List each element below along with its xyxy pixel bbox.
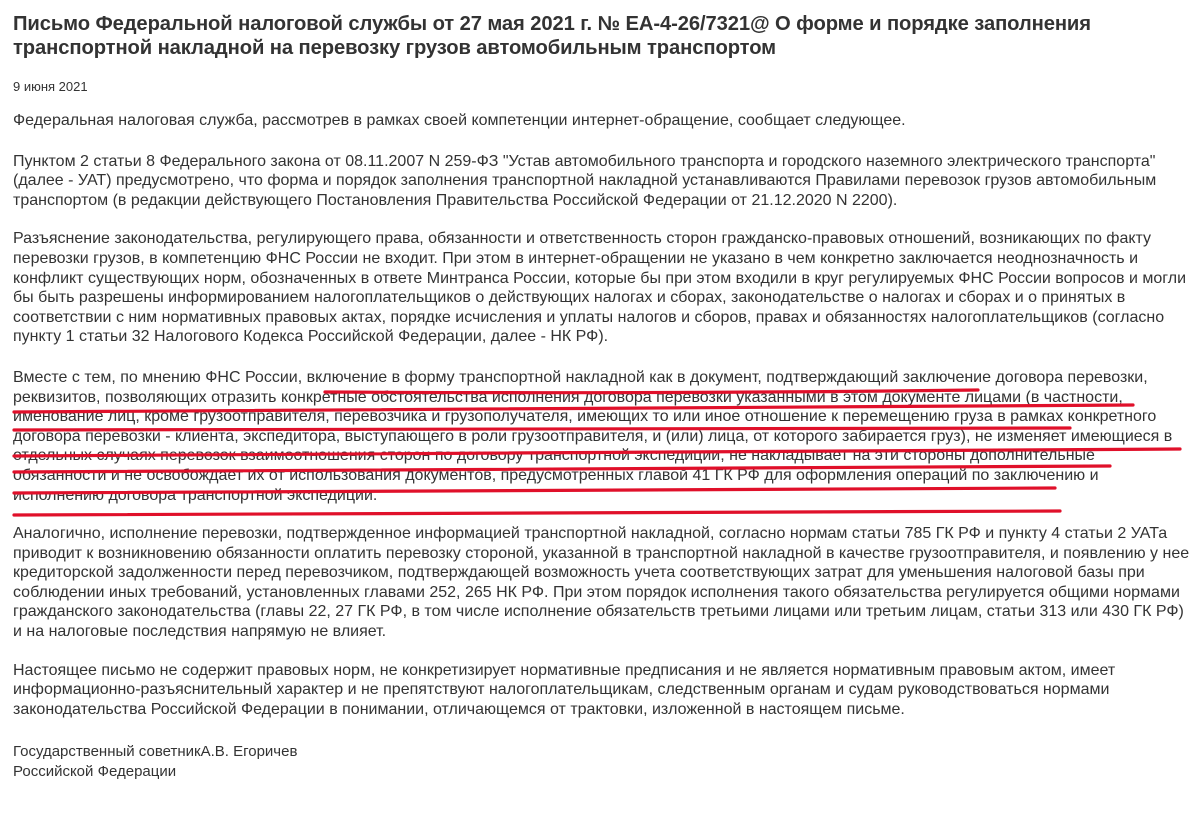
publication-date: 9 июня 2021 (13, 79, 88, 94)
signatory-name: А.В. Егоричев (200, 743, 298, 761)
signature-line-2: Российской Федерации (13, 763, 177, 781)
paragraph-analogous: Аналогично, исполнение перевозки, подтвержденное информацией транспортной накладной, согласно нормам статьи 785 ГК РФ и пункту 4 статьи 2 УАТа приводит к возникновению обязанности оплатить перевозку стороной, указанной в транспортной накладной в качестве грузоотправителя, и появлению у нее кредиторской задолженности перед перевозчиком, подтверждающей возможность учета соответствующих затрат для уменьшения налоговой базы при соблюдении иных требований, установленных главами 252, 265 НК РФ. При этом порядок исполнения такого обязательства регулируется общими нормами гражданского законодательства (главы 22, 27 ГК РФ, в том числе исполнение обязательств третьими лицами или третьим лицам, статьи 313 или 430 ГК РФ) и на налоговые последствия напрямую не влияет. (13, 525, 1190, 641)
underlined-passage: включение в форму транспортной накладной как в документ, подтверждающий заключение договора перевозки, реквизитов, позволяющих отразить конкретные обстоятельства исполнения договора перевозки указанными в этом документе лицами (в частности, именование лиц, кроме грузоотправителя, перевозчика и грузополучателя, имеющих то или иное отношение к перемещению груза в рамках конкретного договора перевозки - клиента, экспедитора, выступающего в роли грузоотправителя, и (или) лица, от которого забирается груз), не изменяет имеющиеся в отдельных случаях перевозок взаимоотношения сторон по договору транспортной экспедиции, не накладывает на эти стороны дополнительные обязанности и не освобождает их от использования документов, предусмотренных главой 41 ГК РФ для оформления операций по заключению и исполнению договора транспортной экспедиции. (13, 368, 1173, 504)
paragraph-intro: Федеральная налоговая служба, рассмотрев в рамках своей компетенции интернет-обращение, сообщает следующее. (13, 112, 906, 129)
signature-line-1: Государственный советникА.В. Егоричев (13, 743, 298, 761)
signature-block (13, 742, 1192, 782)
paragraph-legal-basis: Пунктом 2 статьи 8 Федерального закона от 08.11.2007 N 259-ФЗ "Устав автомобильного транспорта и городского наземного электрического транспорта" (далее - УАТ) предусмотрено, что форма и порядок заполнения транспортной накладной устанавливаются Правилами перевозок грузов автомобильным транспортом (в редакции действующего Постановления Правительства Российской Федерации от 21.12.2020 N 2200). (13, 152, 1157, 209)
paragraph-highlighted (13, 368, 1192, 505)
highlighted-lead-text: Вместе с тем, по мнению ФНС России, (13, 368, 307, 386)
paragraph-competence: Разъяснение законодательства, регулирующего права, обязанности и ответственность сторон гражданско-правовых отношений, возникающих по факту перевозки грузов, в компетенцию ФНС России не входит. При этом в интернет-обращении не указано в чем конкретно заключается неоднозначность и конфликт существующих норм, обозначенных в ответе Минтранса России, которые бы при этом входили в круг регулируемых ФНС России вопросов и могли бы быть разрешены информированием налогоплательщиков о действующих налогах и сборах, законодательстве о налогах и сборах и о принятых в соответствии с ним нормативных правовых актах, порядке исчисления и уплаты налогов и сборов, правах и обязанностях налогоплательщиков (согласно пункту 1 статьи 32 Налогового Кодекса Российской Федерации, далее - НК РФ). (13, 230, 1187, 346)
document-title: Письмо Федеральной налоговой службы от 27 мая 2021 г. № ЕА-4-26/7321@ О форме и порядке заполнения транспортной накладной на перевозку грузов автомобильным транспортом (13, 13, 1091, 59)
paragraph-disclaimer: Настоящее письмо не содержит правовых норм, не конкретизирует нормативные предписания и не является нормативным правовым актом, имеет информационно-разъяснительный характер и не препятствуют налогоплательщикам, следственным органам и судам руководствоваться нормами законодательства Российской Федерации в понимании, отличающемся от трактовки, изложенной в настоящем письме. (13, 661, 1116, 718)
